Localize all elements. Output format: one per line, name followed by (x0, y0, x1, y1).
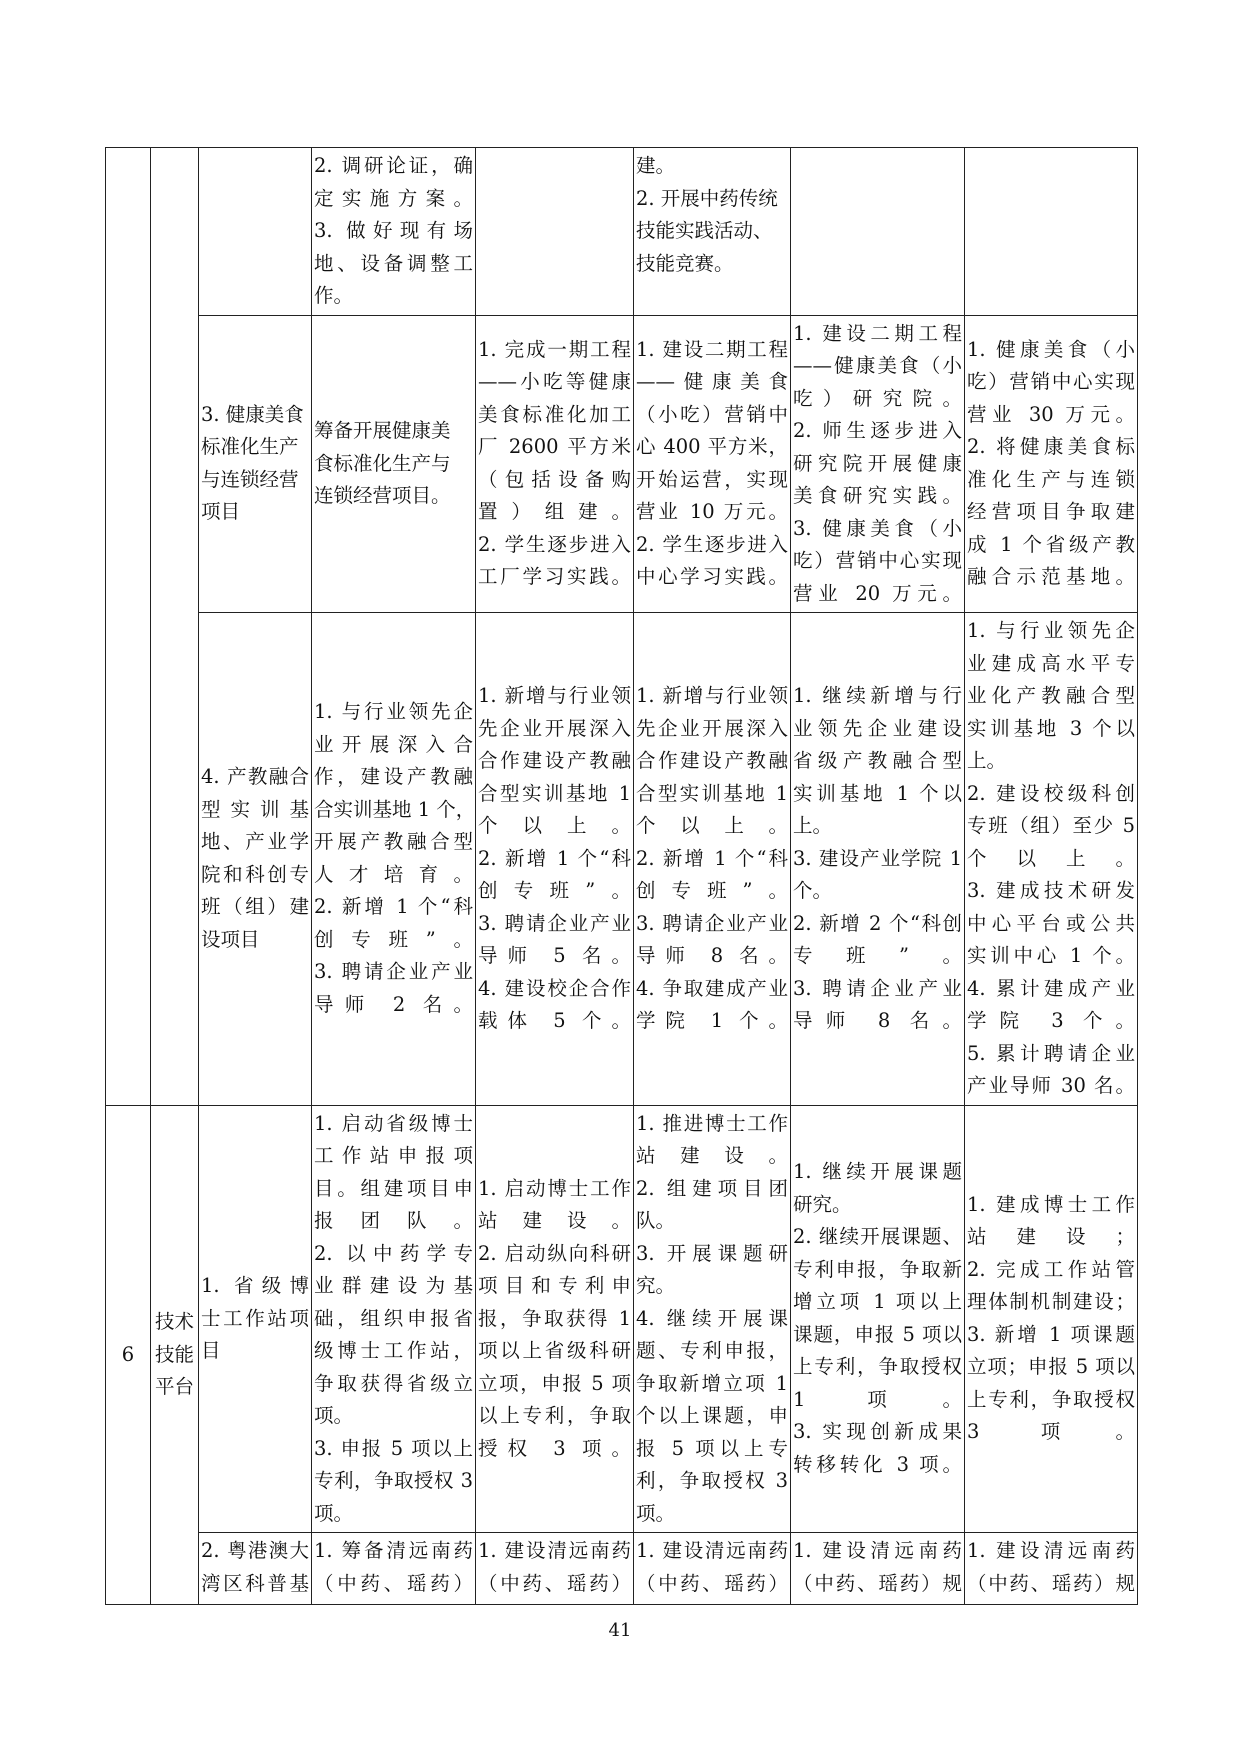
cell-line: 创专班”。 (478, 879, 631, 902)
cell-line: 成 1 个省级产教 (967, 532, 1135, 556)
cell-line: 2. 学生逐步进入 (478, 532, 631, 556)
plan-cell (476, 1105, 634, 1533)
cell-line: 3. 开展课题研 (636, 1241, 788, 1265)
cell-line: 3. 健康美食 (201, 402, 304, 426)
cell-line: 技能竞赛。 (636, 251, 734, 275)
cell-line: 2. 继续开展课题、 (793, 1225, 962, 1249)
cell-line: 技能 (154, 1342, 194, 1366)
cell-line: 开始运营，实现 (636, 467, 788, 491)
cell-line: 3. 新增 1 项课题 (967, 1322, 1135, 1346)
cell-line: 导师 5 名。 (478, 944, 631, 967)
cell-line: 2. 启动纵向科研 (478, 1241, 631, 1265)
cell-line: 美食标准化加工 (478, 402, 631, 426)
cell-line: 融合示范基地。 (967, 565, 1135, 589)
cell-line: 3. 聘请企业产业 (793, 976, 962, 1000)
cell-line: 作，建设产教融 (314, 765, 473, 789)
plan-cell (791, 315, 965, 613)
cell-line: 个。 (793, 879, 833, 902)
cell-line: 院和科创专 (201, 862, 309, 886)
cell-line: 2. 师生逐步进入 (793, 419, 962, 442)
plan-cell (312, 1105, 476, 1533)
cell-line: 题、专利申报， (636, 1339, 788, 1362)
cell-line: （中药、瑶药）规 (793, 1571, 962, 1595)
cell-line: 导师 2 名。 (314, 992, 473, 1016)
cell-line: 1. 省级博 (201, 1274, 309, 1297)
cell-line: 营业 20 万元。 (793, 581, 962, 605)
cell-line: 立项，申报 5 项 (478, 1371, 631, 1395)
cell-line: 利，争取授权 3 (636, 1469, 788, 1492)
cell-line: 型实训基 (201, 797, 309, 821)
cell-line: 中心平台或公共 (967, 911, 1135, 935)
plan-cell (312, 315, 476, 613)
cell-line: 产业导师 30 名。 (967, 1074, 1135, 1097)
cell-line: 4. 争取建成产业 (636, 976, 788, 1000)
cell-line: 增立项 1 项以上 (793, 1290, 962, 1314)
cell-line: 项。 (314, 1404, 354, 1427)
cell-line: 上专利，争取授权 (793, 1355, 962, 1379)
row-number-cell: 6 (106, 1105, 151, 1605)
plan-cell (965, 1105, 1138, 1533)
cell-line: 士工作站项 (201, 1306, 309, 1330)
plan-cell (312, 148, 476, 316)
cell-line: 学院 1 个。 (636, 1009, 788, 1032)
cell-line: 业群建设为基 (314, 1274, 473, 1297)
cell-line: 站建设； (967, 1225, 1135, 1249)
cell-line: 工厂学习实践。 (478, 565, 631, 589)
cell-line: 营业 30 万元。 (967, 402, 1135, 426)
cell-line: 3. 聘请企业产业 (314, 960, 473, 984)
cell-line: 3. 实现创新成果 (793, 1420, 962, 1444)
plan-cell (476, 1533, 634, 1605)
cell-line: 2. 以中药学专 (314, 1241, 473, 1265)
cell-line: 1. 建成博士工作 (967, 1192, 1135, 1216)
cell-line: 平台 (154, 1375, 194, 1398)
cell-line: 业领先企业建设 (793, 716, 962, 740)
project-name-cell (199, 613, 312, 1106)
cell-line: 工作站申报项 (314, 1144, 473, 1167)
cell-line: 2. 新增 1 个“科 (636, 846, 788, 870)
cell-line: 合型实训基地 1 (478, 781, 631, 805)
cell-line: 3. 健康美食（小 (793, 516, 962, 540)
cell-line: 合型实训基地 1 (636, 781, 788, 805)
cell-line: ——小吃等健康 (478, 370, 631, 394)
table-row (106, 315, 1138, 613)
cell-line: 1. 继续新增与行 (793, 684, 962, 707)
cell-line: 上。 (967, 749, 1007, 772)
cell-line: 与连锁经营 (201, 467, 299, 491)
project-name-cell (199, 148, 312, 316)
cell-line: 专班（组）至少 5 (967, 814, 1135, 837)
cell-line: 经营项目争取建 (967, 500, 1135, 524)
cell-line: 合作建设产教融 (636, 749, 788, 772)
cell-line: 2. 组建项目团 (636, 1176, 788, 1200)
cell-line: 1. 与行业领先企 (967, 619, 1135, 642)
cell-line: 个以上。 (478, 814, 631, 837)
cell-line: 1. 推进博士工作 (636, 1111, 788, 1135)
table-row (106, 1533, 1138, 1605)
cell-line: 开展产教融合型 (314, 830, 473, 854)
cell-line: 个以上。 (636, 814, 788, 837)
plan-cell (476, 148, 634, 316)
cell-line: 地、设备调整工 (314, 251, 473, 275)
plan-cell (791, 1105, 965, 1533)
cell-line: 授权 3 项。 (478, 1436, 631, 1460)
cell-line: 美食研究实践。 (793, 484, 962, 507)
cell-line: 置）组建。 (478, 500, 631, 524)
cell-line: 2. 粤港澳大 (201, 1539, 309, 1562)
cell-line: 建。 (636, 154, 676, 177)
plan-cell (634, 148, 791, 316)
cell-line: 个以上课题，申 (636, 1404, 788, 1427)
cell-line: 3. 申报 5 项以上 (314, 1436, 473, 1460)
cell-line: 础，组织申报省 (314, 1306, 473, 1330)
cell-line: 3. 聘请企业产业 (636, 911, 788, 935)
plan-cell (312, 1533, 476, 1605)
cell-line: 筹备开展健康美 (314, 419, 451, 442)
plan-cell (634, 1105, 791, 1533)
cell-line: ——健康美食 (636, 370, 788, 394)
plan-cell (634, 613, 791, 1106)
cell-line: 争取获得省级立 (314, 1371, 473, 1395)
cell-line: 技术 (154, 1310, 194, 1333)
cell-line: 理体制机制建设； (967, 1290, 1135, 1314)
cell-line: 1. 建设清远南药 (636, 1539, 788, 1562)
cell-line: 立项；申报 5 项以 (967, 1355, 1135, 1379)
cell-line: 个以上。 (967, 846, 1135, 870)
plan-table (105, 147, 1138, 1605)
cell-line: 争取新增立项 1 (636, 1371, 788, 1395)
cell-line: 作。 (314, 284, 354, 307)
cell-line: 目 (201, 1339, 221, 1362)
cell-line: 地、产业学 (201, 830, 309, 854)
cell-line: 项。 (636, 1501, 676, 1525)
cell-line: 1. 建设清远南药 (967, 1539, 1135, 1562)
cell-line: 1. 完成一期工程 (478, 337, 631, 361)
cell-line: 专利申报，争取新 (793, 1257, 962, 1281)
cell-line: 1. 新增与行业领 (478, 684, 631, 707)
table-row (106, 613, 1138, 1106)
cell-line: 1. 与行业领先企 (314, 700, 473, 724)
cell-line: 项目 (201, 500, 241, 524)
cell-line: 准化生产与连锁 (967, 467, 1135, 491)
cell-line: 厂 2600 平方米 (478, 435, 631, 459)
cell-line: （中药、瑶药） (314, 1571, 473, 1595)
cell-line: 学院 3 个。 (967, 1009, 1135, 1032)
cell-line: 1. 启动博士工作 (478, 1176, 631, 1200)
cell-line: 吃）营销中心实现 (967, 370, 1135, 394)
cell-line: 1. 健康美食（小 (967, 337, 1135, 361)
cell-line: 转移转化 3 项。 (793, 1452, 962, 1476)
cell-line: 3 项。 (967, 1420, 1135, 1444)
cell-line: 2. 调研论证，确 (314, 154, 473, 177)
cell-line: 导师 8 名。 (793, 1009, 962, 1032)
cell-line: 以上专利，争取 (478, 1404, 631, 1427)
cell-line: 项。 (314, 1501, 354, 1525)
cell-line: 1. 筹备清远南药 (314, 1539, 473, 1562)
row-number-cell (106, 148, 151, 1106)
cell-line: 先企业开展深入 (636, 716, 788, 740)
cell-line: 4. 建设校企合作 (478, 976, 631, 1000)
project-name-cell (199, 315, 312, 613)
plan-cell (634, 1533, 791, 1605)
cell-line: 人才培育。 (314, 862, 473, 886)
cell-line: 湾区科普基 (201, 1571, 309, 1595)
cell-line: 载体 5 个。 (478, 1009, 631, 1032)
cell-line: 4. 产教融合 (201, 765, 309, 789)
plan-cell (965, 613, 1138, 1106)
cell-line: 吃）研究院。 (793, 386, 962, 410)
cell-line: 合实训基地 1 个， (314, 797, 476, 821)
table-row (106, 1105, 1138, 1533)
cell-line: 设项目 (201, 927, 260, 951)
cell-line: 1. 建设清远南药 (793, 1539, 962, 1562)
cell-line: 业化产教融合型 (967, 684, 1135, 707)
plan-cell (634, 315, 791, 613)
cell-line: 2. 新增 1 个“科 (314, 895, 473, 919)
cell-line: 业开展深入合 (314, 732, 473, 756)
cell-line: 合作建设产教融 (478, 749, 631, 772)
project-name-cell (199, 1533, 312, 1605)
cell-line: 专利，争取授权 3 (314, 1469, 473, 1492)
cell-line: 1. 启动省级博士 (314, 1111, 473, 1135)
cell-line: 上。 (793, 814, 833, 837)
cell-line: 2. 新增 1 个“科 (478, 846, 631, 870)
cell-line: 4. 继续开展课 (636, 1306, 788, 1330)
cell-line: 心 400 平方米， (636, 435, 788, 459)
cell-line: 3. 建成技术研发 (967, 879, 1135, 902)
cell-line: 技能实践活动、 (636, 219, 773, 242)
plan-cell (965, 148, 1138, 316)
cell-line: 省级产教融合型 (793, 749, 962, 772)
cell-line: 2. 新增 2 个“科创 (793, 911, 962, 935)
cell-line: 站建设。 (478, 1209, 631, 1232)
plan-cell (312, 613, 476, 1106)
plan-cell (476, 613, 634, 1106)
cell-line: 3. 做好现有场 (314, 219, 473, 242)
cell-line: 1. 新增与行业领 (636, 684, 788, 707)
cell-line: 实训基地 1 个以 (793, 781, 962, 805)
cell-line: 定实施方案。 (314, 186, 473, 210)
cell-line: 站建设。 (636, 1144, 788, 1167)
cell-line: 2. 学生逐步进入 (636, 532, 788, 556)
cell-line: 1. 继续开展课题 (793, 1160, 962, 1184)
plan-cell (791, 148, 965, 316)
cell-line: 课题，申报 5 项以 (793, 1322, 962, 1346)
cell-line: 1. 建设二期工程 (636, 337, 788, 361)
cell-line: 5. 累计聘请企业 (967, 1041, 1135, 1065)
cell-line: 导师 8 名。 (636, 944, 788, 967)
cell-line: 中心学习实践。 (636, 565, 788, 589)
cell-line: 业建成高水平专 (967, 651, 1135, 675)
cell-line: 队。 (636, 1209, 676, 1232)
cell-line: 实训中心 1 个。 (967, 944, 1135, 967)
cell-line: 3. 建设产业学院 1 (793, 846, 962, 870)
plan-cell (791, 613, 965, 1106)
cell-line: 实训基地 3 个以 (967, 716, 1135, 740)
cell-line: 项目和专利申 (478, 1274, 631, 1297)
cell-line: 标准化生产 (201, 435, 299, 459)
cell-line: ——健康美食（小 (793, 354, 962, 377)
cell-line: 目。组建项目申 (314, 1176, 473, 1200)
cell-line: 报团队。 (314, 1209, 473, 1232)
cell-line: 研究。 (793, 1192, 852, 1216)
cell-line: （中药、瑶药） (636, 1571, 788, 1595)
cell-line: （包括设备购 (478, 467, 631, 491)
cell-line: 1. 建设清远南药 (478, 1539, 631, 1562)
cell-line: 先企业开展深入 (478, 716, 631, 740)
cell-line: 2. 开展中药传统 (636, 186, 778, 210)
cell-line: 食标准化生产与 (314, 451, 451, 475)
cell-line: 级博士工作站， (314, 1339, 473, 1362)
cell-line: 2. 完成工作站管 (967, 1257, 1135, 1281)
cell-line: 班（组）建 (201, 895, 309, 919)
page-number: 41 (608, 1620, 632, 1641)
cell-line: 1 项。 (793, 1387, 962, 1411)
cell-line: 报 5 项以上专 (636, 1436, 788, 1460)
cell-line: 创专班”。 (636, 879, 788, 902)
cell-line: 究。 (636, 1274, 676, 1297)
cell-line: 上专利，争取授权 (967, 1387, 1135, 1411)
category-cell (151, 148, 199, 1106)
cell-line: （中药、瑶药） (478, 1571, 631, 1595)
cell-line: 吃）营销中心实现 (793, 549, 962, 572)
cell-line: 4. 累计建成产业 (967, 976, 1135, 1000)
cell-line: （中药、瑶药）规 (967, 1571, 1135, 1595)
table-row (106, 148, 1138, 316)
cell-line: 2. 将健康美食标 (967, 435, 1135, 459)
plan-cell (965, 1533, 1138, 1605)
cell-line: （小吃）营销中 (636, 402, 788, 426)
project-name-cell (199, 1105, 312, 1533)
category-cell (151, 1105, 199, 1605)
cell-line: 连锁经营项目。 (314, 484, 451, 507)
cell-line: 专班”。 (793, 944, 962, 967)
cell-line: 3. 聘请企业产业 (478, 911, 631, 935)
cell-line: 1. 建设二期工程 (793, 321, 962, 345)
cell-line: 研究院开展健康 (793, 451, 962, 475)
plan-cell (965, 315, 1138, 613)
plan-cell (791, 1533, 965, 1605)
plan-cell (476, 315, 634, 613)
cell-line: 营业 10 万元。 (636, 500, 788, 524)
cell-line: 2. 建设校级科创 (967, 781, 1135, 805)
cell-line: 项以上省级科研 (478, 1339, 631, 1362)
cell-line: 报，争取获得 1 (478, 1306, 631, 1330)
cell-line: 创专班”。 (314, 927, 473, 951)
